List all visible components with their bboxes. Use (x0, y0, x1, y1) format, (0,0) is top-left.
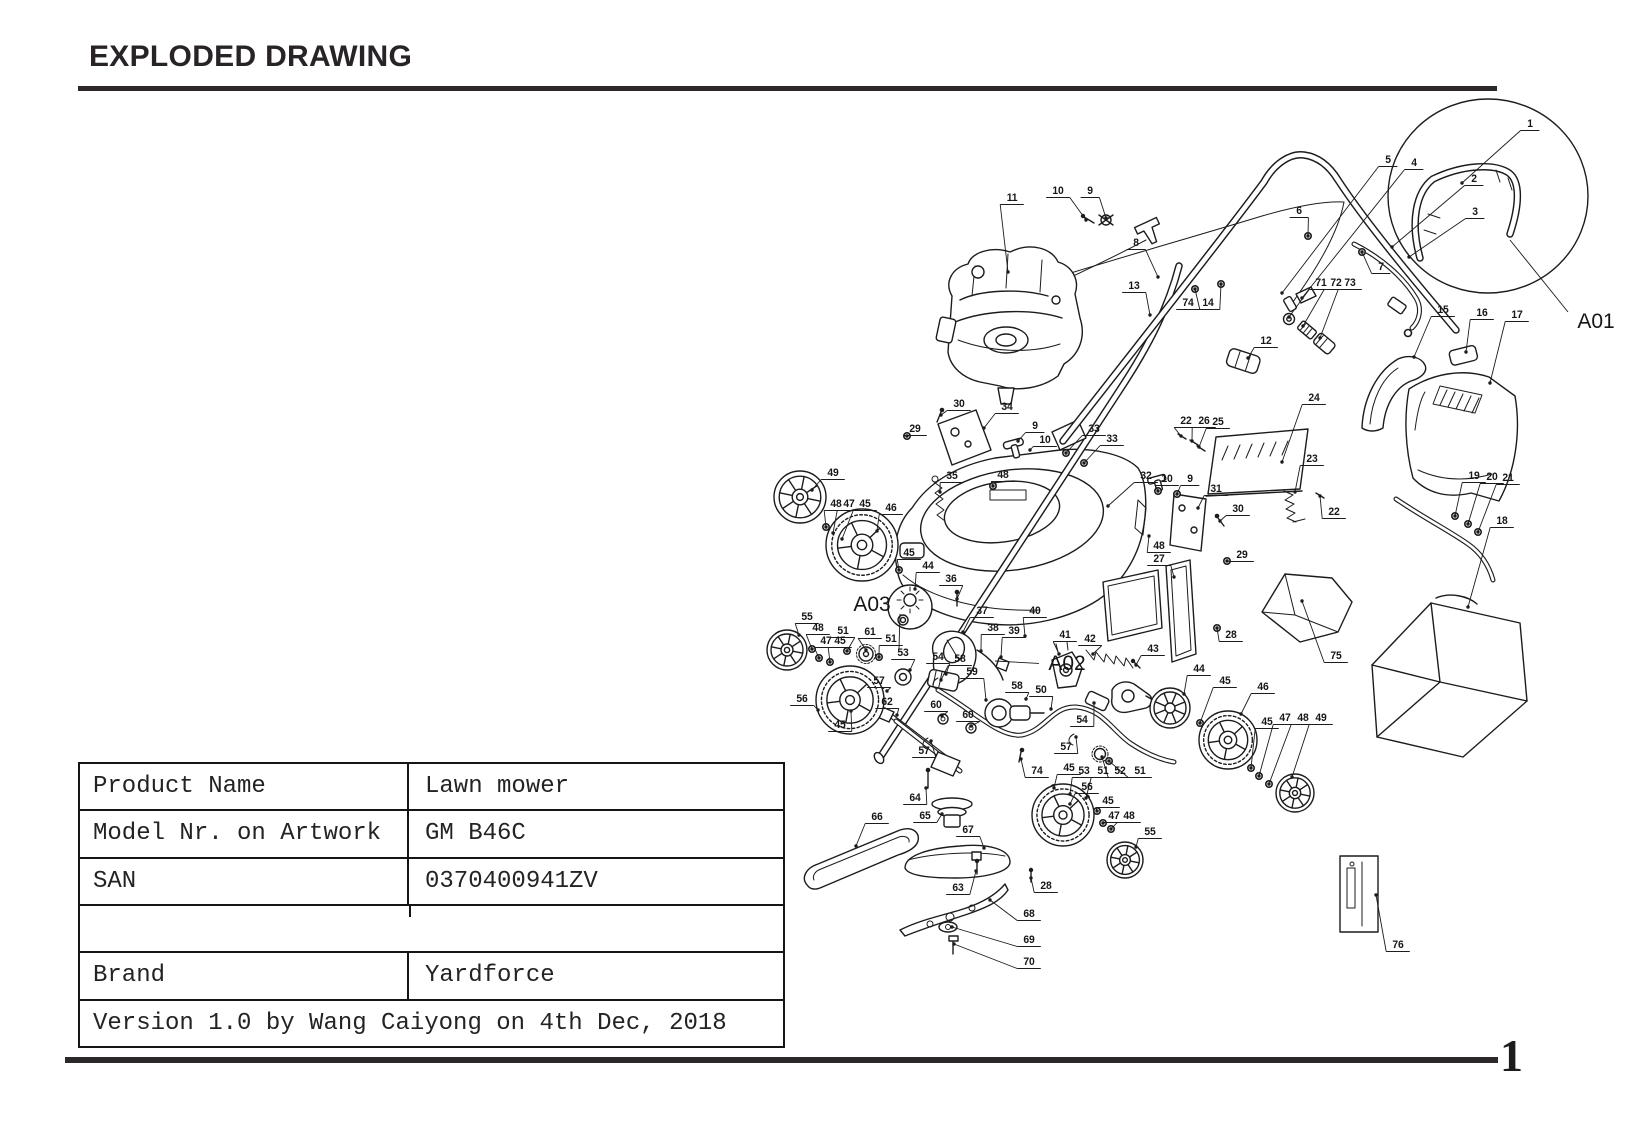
callout-45: 45 (834, 719, 846, 731)
callout-72: 72 (1330, 277, 1342, 289)
callout-45: 45 (903, 547, 915, 559)
callout-17: 17 (1511, 309, 1523, 321)
callout-48: 48 (812, 622, 824, 634)
callout-55: 55 (801, 611, 813, 623)
page-number: 1 (1500, 1030, 1523, 1081)
table-label (80, 906, 409, 951)
callout-6: 6 (1296, 205, 1302, 217)
callout-70: 70 (1023, 956, 1035, 968)
callout-40: 40 (1029, 605, 1041, 617)
callout-59: 59 (966, 666, 978, 678)
callout-57: 57 (873, 675, 885, 687)
callout-31: 31 (1210, 483, 1222, 495)
callout-9: 9 (1032, 420, 1038, 432)
callout-51: 51 (1134, 765, 1146, 777)
callout-47: 47 (1108, 810, 1120, 822)
callout-35: 35 (946, 470, 958, 482)
callout-A02: A02 (1048, 652, 1086, 675)
callout-48: 48 (1153, 540, 1165, 552)
callout-39: 39 (1008, 625, 1020, 637)
callout-28: 28 (1040, 880, 1052, 892)
callout-46: 46 (1257, 681, 1269, 693)
callout-51: 51 (1097, 765, 1109, 777)
callout-56: 56 (796, 693, 808, 705)
callout-23: 23 (1306, 453, 1318, 465)
callout-45: 45 (1219, 675, 1231, 687)
callout-57: 57 (918, 745, 930, 757)
callout-48: 48 (997, 469, 1009, 481)
callout-36: 36 (945, 573, 957, 585)
callout-9: 9 (1087, 185, 1093, 197)
callout-64: 64 (909, 792, 921, 804)
callout-20: 20 (1486, 471, 1498, 483)
callout-14: 14 (1202, 297, 1214, 309)
callout-37: 37 (976, 605, 988, 617)
callout-34: 34 (1001, 401, 1013, 413)
callout-68: 68 (1023, 908, 1035, 920)
table-value: Lawn mower (425, 773, 570, 801)
callout-45: 45 (1261, 716, 1273, 728)
callout-A01: A01 (1577, 310, 1615, 333)
callout-74: 74 (1031, 765, 1043, 777)
callout-19: 19 (1468, 470, 1480, 482)
callout-42: 42 (1084, 633, 1096, 645)
callout-1: 1 (1527, 118, 1533, 130)
callout-56: 56 (1081, 781, 1093, 793)
table-value: 0370400941ZV (425, 867, 598, 895)
callout-44: 44 (922, 560, 934, 572)
callout-28: 28 (1225, 629, 1237, 641)
callout-26: 26 (1198, 415, 1210, 427)
bottom-rule (65, 1057, 1498, 1063)
callout-47: 47 (820, 635, 832, 647)
callout-60: 60 (962, 709, 974, 721)
callout-45: 45 (859, 498, 871, 510)
callout-22: 22 (1180, 415, 1192, 427)
callout-50: 50 (1035, 684, 1047, 696)
callout-2: 2 (1471, 173, 1477, 185)
callout-33: 33 (1088, 423, 1100, 435)
table-label: Model Nr. on Artwork (80, 811, 409, 856)
callout-48: 48 (830, 498, 842, 510)
callout-41: 41 (1059, 629, 1071, 641)
callout-61: 61 (864, 626, 876, 638)
callout-25: 25 (1212, 416, 1224, 428)
callout-13: 13 (1128, 280, 1140, 292)
callout-49: 49 (1315, 712, 1327, 724)
callout-30: 30 (1232, 503, 1244, 515)
callout-48: 48 (1297, 712, 1309, 724)
callout-38: 38 (987, 622, 999, 634)
callout-21: 21 (1502, 472, 1514, 484)
callout-22: 22 (1328, 506, 1340, 518)
callout-52: 52 (1114, 765, 1126, 777)
callout-45: 45 (834, 635, 846, 647)
callout-47: 47 (1279, 712, 1291, 724)
callout-60: 60 (930, 699, 942, 711)
callout-69: 69 (1023, 934, 1035, 946)
callout-10: 10 (1052, 185, 1064, 197)
table-value: GM B46C (425, 820, 526, 848)
callout-51: 51 (885, 633, 897, 645)
callout-3: 3 (1472, 206, 1478, 218)
callout-16: 16 (1476, 307, 1488, 319)
callout-5: 5 (1385, 154, 1391, 166)
callout-51: 51 (837, 625, 849, 637)
table-label: SAN (80, 859, 409, 904)
table-value: Yardforce (425, 962, 555, 990)
page-title: EXPLODED DRAWING (89, 40, 413, 73)
callout-18: 18 (1496, 515, 1508, 527)
callout-15: 15 (1437, 304, 1449, 316)
callout-33: 33 (1106, 433, 1118, 445)
callout-48: 48 (1123, 810, 1135, 822)
callout-7: 7 (1378, 261, 1384, 273)
callout-57: 57 (1060, 741, 1072, 753)
table-row (80, 951, 783, 998)
callout-46: 46 (885, 502, 897, 514)
table-footer-row: Version 1.0 by Wang Caiyong on 4th Dec, 2018 (80, 999, 783, 1046)
callout-10: 10 (1039, 434, 1051, 446)
callout-A03: A03 (853, 593, 891, 616)
callout-29: 29 (1236, 549, 1248, 561)
callout-67: 67 (962, 824, 974, 836)
table-row (80, 809, 783, 856)
callout-65: 65 (919, 810, 931, 822)
callout-49: 49 (827, 467, 839, 479)
callout-45: 45 (1063, 762, 1075, 774)
callout-30: 30 (953, 398, 965, 410)
callout-53: 53 (897, 647, 909, 659)
callout-10: 10 (1161, 473, 1173, 485)
callout-63: 63 (952, 882, 964, 894)
table-label: Brand (80, 953, 409, 998)
callout-8: 8 (1133, 237, 1139, 249)
callout-47: 47 (843, 498, 855, 510)
callout-44: 44 (1193, 663, 1205, 675)
table-divider-stub (409, 904, 411, 917)
callout-55: 55 (1144, 826, 1156, 838)
table-row (80, 857, 783, 904)
callout-71: 71 (1315, 277, 1327, 289)
callout-76: 76 (1392, 939, 1404, 951)
callout-66: 66 (871, 811, 883, 823)
callout-29: 29 (909, 423, 921, 435)
table-value (409, 906, 783, 951)
callout-73: 73 (1344, 277, 1356, 289)
callout-62: 62 (881, 696, 893, 708)
callout-27: 27 (1153, 553, 1165, 565)
table-row (80, 764, 783, 809)
callout-58: 58 (954, 653, 966, 665)
table-row (80, 904, 783, 951)
callout-54: 54 (932, 651, 944, 663)
callout-54: 54 (1076, 714, 1088, 726)
callout-74: 74 (1182, 297, 1194, 309)
table-label: Product Name (80, 764, 409, 809)
callout-32: 32 (1140, 470, 1152, 482)
callout-4: 4 (1411, 157, 1417, 169)
callout-9: 9 (1187, 473, 1193, 485)
callout-53: 53 (1078, 765, 1090, 777)
callout-12: 12 (1260, 335, 1272, 347)
callout-24: 24 (1308, 392, 1320, 404)
callout-45: 45 (1102, 795, 1114, 807)
callout-11: 11 (1006, 192, 1018, 204)
callout-43: 43 (1147, 643, 1159, 655)
callout-75: 75 (1330, 650, 1342, 662)
callout-58: 58 (1011, 680, 1023, 692)
info-table (78, 762, 785, 1048)
